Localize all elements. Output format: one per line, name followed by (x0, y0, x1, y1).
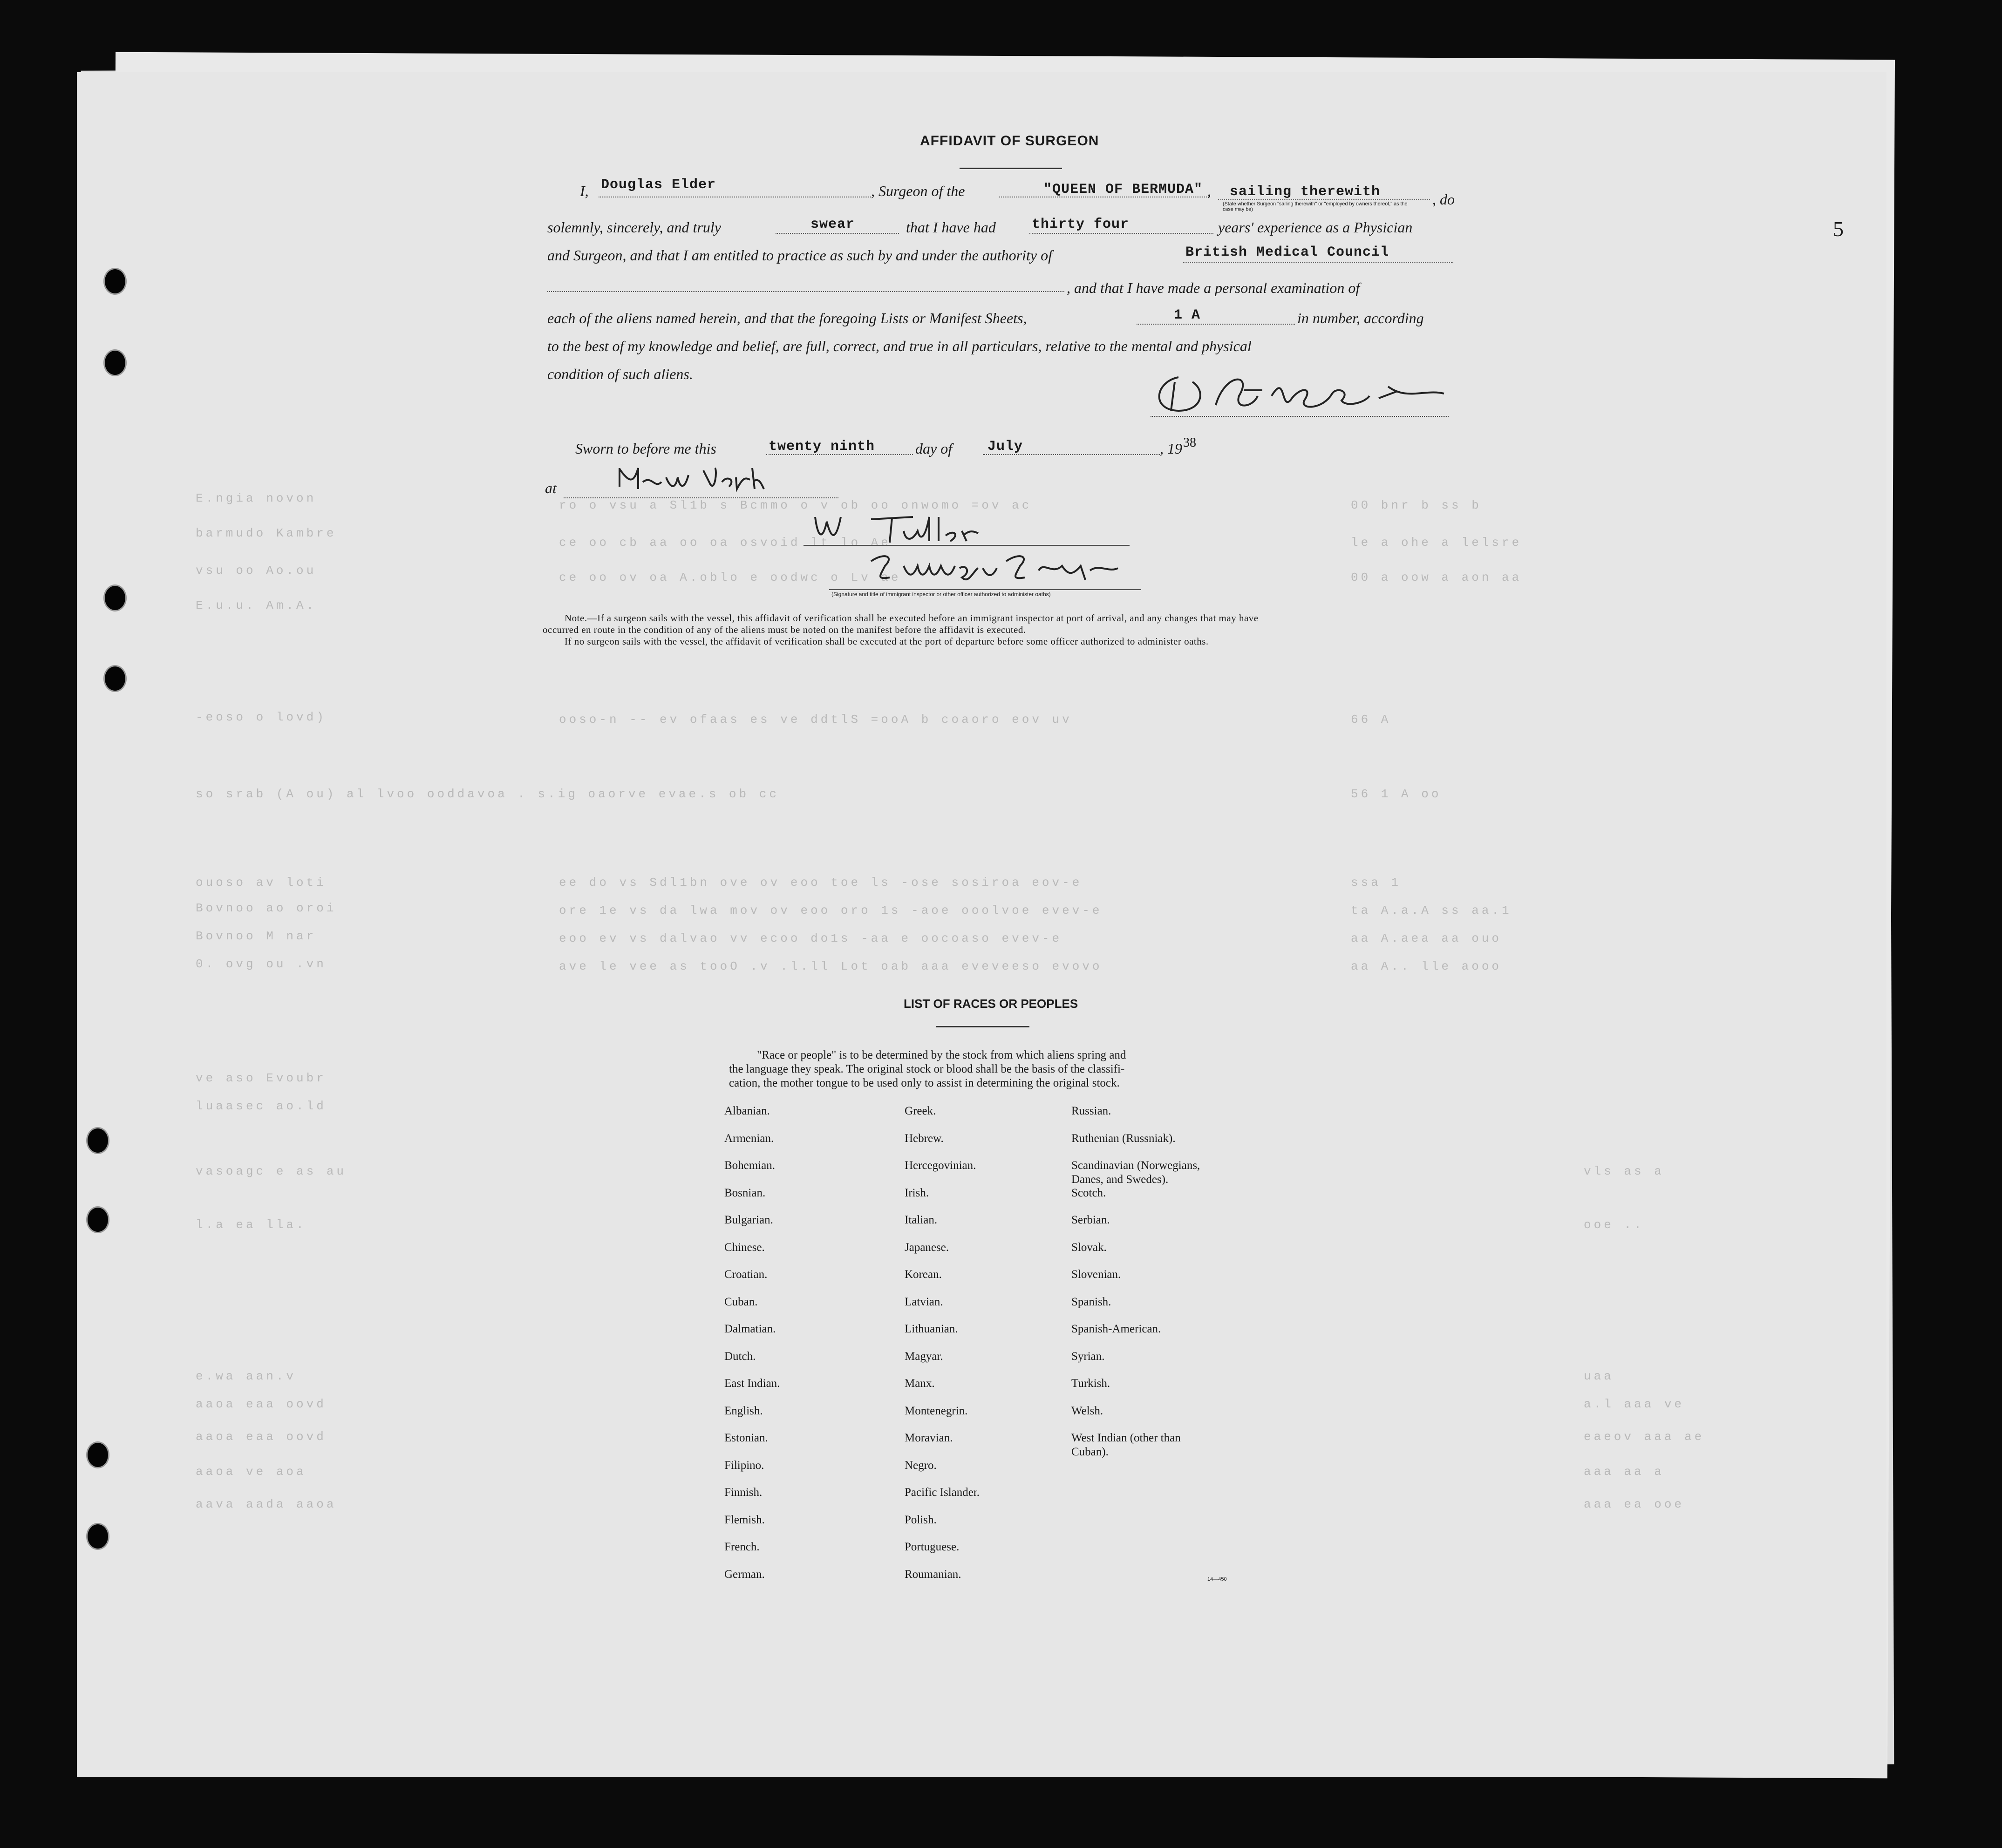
sworn-year: 38 (1183, 435, 1196, 450)
sheet-count: 1 A (1174, 307, 1201, 323)
race-item: Cuban. (724, 1296, 758, 1308)
officer-signature (806, 512, 992, 547)
page-number: 5 (1833, 217, 1844, 241)
race-item: French. (724, 1541, 760, 1553)
race-item: Slovak. (1071, 1241, 1107, 1254)
race-item: Irish. (905, 1187, 929, 1199)
race-item: Dutch. (724, 1350, 756, 1363)
races-underline (936, 1026, 1029, 1027)
race-item: Filipino. (724, 1459, 764, 1472)
race-item: Armenian. (724, 1132, 774, 1145)
form-number: 14—450 (1207, 1576, 1227, 1582)
race-item: Portuguese. (905, 1541, 960, 1553)
race-item: East Indian. (724, 1377, 780, 1390)
races-intro-1: "Race or people" is to be determined by the stock from which aliens spring and (757, 1049, 1126, 1061)
race-item: Polish. (905, 1514, 937, 1526)
punch-hole (103, 665, 127, 692)
race-item: Flemish. (724, 1514, 765, 1526)
sworn-place (610, 463, 769, 496)
race-item: Albanian. (724, 1105, 770, 1117)
punch-hole (86, 1206, 109, 1233)
punch-hole (86, 1523, 109, 1550)
race-item: Slovenian. (1071, 1268, 1121, 1281)
race-item: Hebrew. (905, 1132, 944, 1145)
affidavit-i: I, (580, 183, 589, 199)
punch-hole (86, 1441, 109, 1468)
race-item: Spanish. (1071, 1296, 1111, 1308)
race-item: Pacific Islander. (905, 1486, 980, 1499)
surgeon-name: Douglas Elder (601, 177, 716, 193)
affidavit-do: , do (1432, 191, 1455, 208)
race-item: Roumanian. (905, 1568, 961, 1581)
race-item: Bosnian. (724, 1187, 766, 1199)
race-item: Finnish. (724, 1486, 763, 1499)
note-line2: occurred en route in the condition of any of the aliens must be noted on the manifest before the affidavit is executed. (543, 624, 1026, 635)
race-item: Chinese. (724, 1241, 765, 1254)
race-item: Ruthenian (Russniak). (1071, 1132, 1176, 1145)
race-item: Turkish. (1071, 1377, 1110, 1390)
race-item: Latvian. (905, 1296, 943, 1308)
oath-word: swear (810, 217, 855, 232)
vessel-name: "QUEEN OF BERMUDA" (1043, 182, 1203, 197)
race-item: Negro. (905, 1459, 937, 1472)
race-item: Syrian. (1071, 1350, 1105, 1363)
status-note: (State whether Surgeon "sailing therewith" or "employed by owners thereof," as the case may be) (1223, 201, 1408, 212)
sig-caption: (Signature and title of immigrant inspector or other officer authorized to administer oaths) (831, 591, 1051, 598)
affidavit-title: AFFIDAVIT OF SURGEON (920, 133, 1099, 149)
sworn-month: July (987, 439, 1023, 455)
race-item: Scandinavian (Norwegians, (1071, 1159, 1200, 1172)
race-item: Greek. (905, 1105, 936, 1117)
race-item: Lithuanian. (905, 1323, 958, 1335)
affidavit-surgeon-of: , Surgeon of the (871, 183, 965, 199)
title-underline (960, 168, 1062, 169)
race-item: Korean. (905, 1268, 942, 1281)
race-item: Manx. (905, 1377, 935, 1390)
race-item: Bohemian. (724, 1159, 776, 1172)
years-experience: thirty four (1032, 217, 1130, 232)
note-line3: If no surgeon sails with the vessel, the affidavit of verification shall be executed at the port of departure before some officer authorized to administer oaths. (565, 636, 1209, 647)
surgeon-signature (1146, 368, 1463, 419)
race-item: Russian. (1071, 1105, 1111, 1117)
race-item: Estonian. (724, 1432, 768, 1444)
punch-hole (103, 349, 127, 376)
race-item: German. (724, 1568, 765, 1581)
race-item: Bulgarian. (724, 1214, 773, 1226)
race-item: Spanish-American. (1071, 1323, 1161, 1335)
races-intro-3: cation, the mother tongue to be used only to assist in determining the original stock. (729, 1077, 1120, 1089)
race-item: Italian. (905, 1214, 938, 1226)
race-item: Magyar. (905, 1350, 943, 1363)
document-page (77, 72, 1886, 1777)
punch-hole (86, 1127, 109, 1154)
note-line1: Note.—If a surgeon sails with the vessel, this affidavit of verification shall be executed before an immigrant inspector at port of arrival, and any changes that may have (565, 612, 1259, 624)
race-item: Japanese. (905, 1241, 949, 1254)
sworn-day: twenty ninth (769, 439, 875, 455)
race-item: Moravian. (905, 1432, 953, 1444)
race-item: Hercegovinian. (905, 1159, 976, 1172)
race-item: Montenegrin. (905, 1405, 968, 1417)
race-item: Scotch. (1071, 1187, 1106, 1199)
punch-hole (103, 268, 127, 295)
race-item: Serbian. (1071, 1214, 1110, 1226)
race-item: Croatian. (724, 1268, 768, 1281)
races-title: LIST OF RACES OR PEOPLES (904, 997, 1078, 1011)
races-intro-2: the language they speak. The original stock or blood shall be the basis of the classifi- (729, 1063, 1125, 1075)
authority: British Medical Council (1185, 245, 1389, 260)
race-item: Danes, and Swedes). (1071, 1173, 1169, 1186)
race-item: Dalmatian. (724, 1323, 776, 1335)
race-item: Cuban). (1071, 1446, 1109, 1458)
race-item: West Indian (other than (1071, 1432, 1181, 1444)
race-item: Welsh. (1071, 1405, 1103, 1417)
punch-hole (103, 584, 127, 611)
officer-title-signature (866, 552, 1127, 589)
race-item: English. (724, 1405, 763, 1417)
sailing-status: sailing therewith (1230, 184, 1381, 200)
